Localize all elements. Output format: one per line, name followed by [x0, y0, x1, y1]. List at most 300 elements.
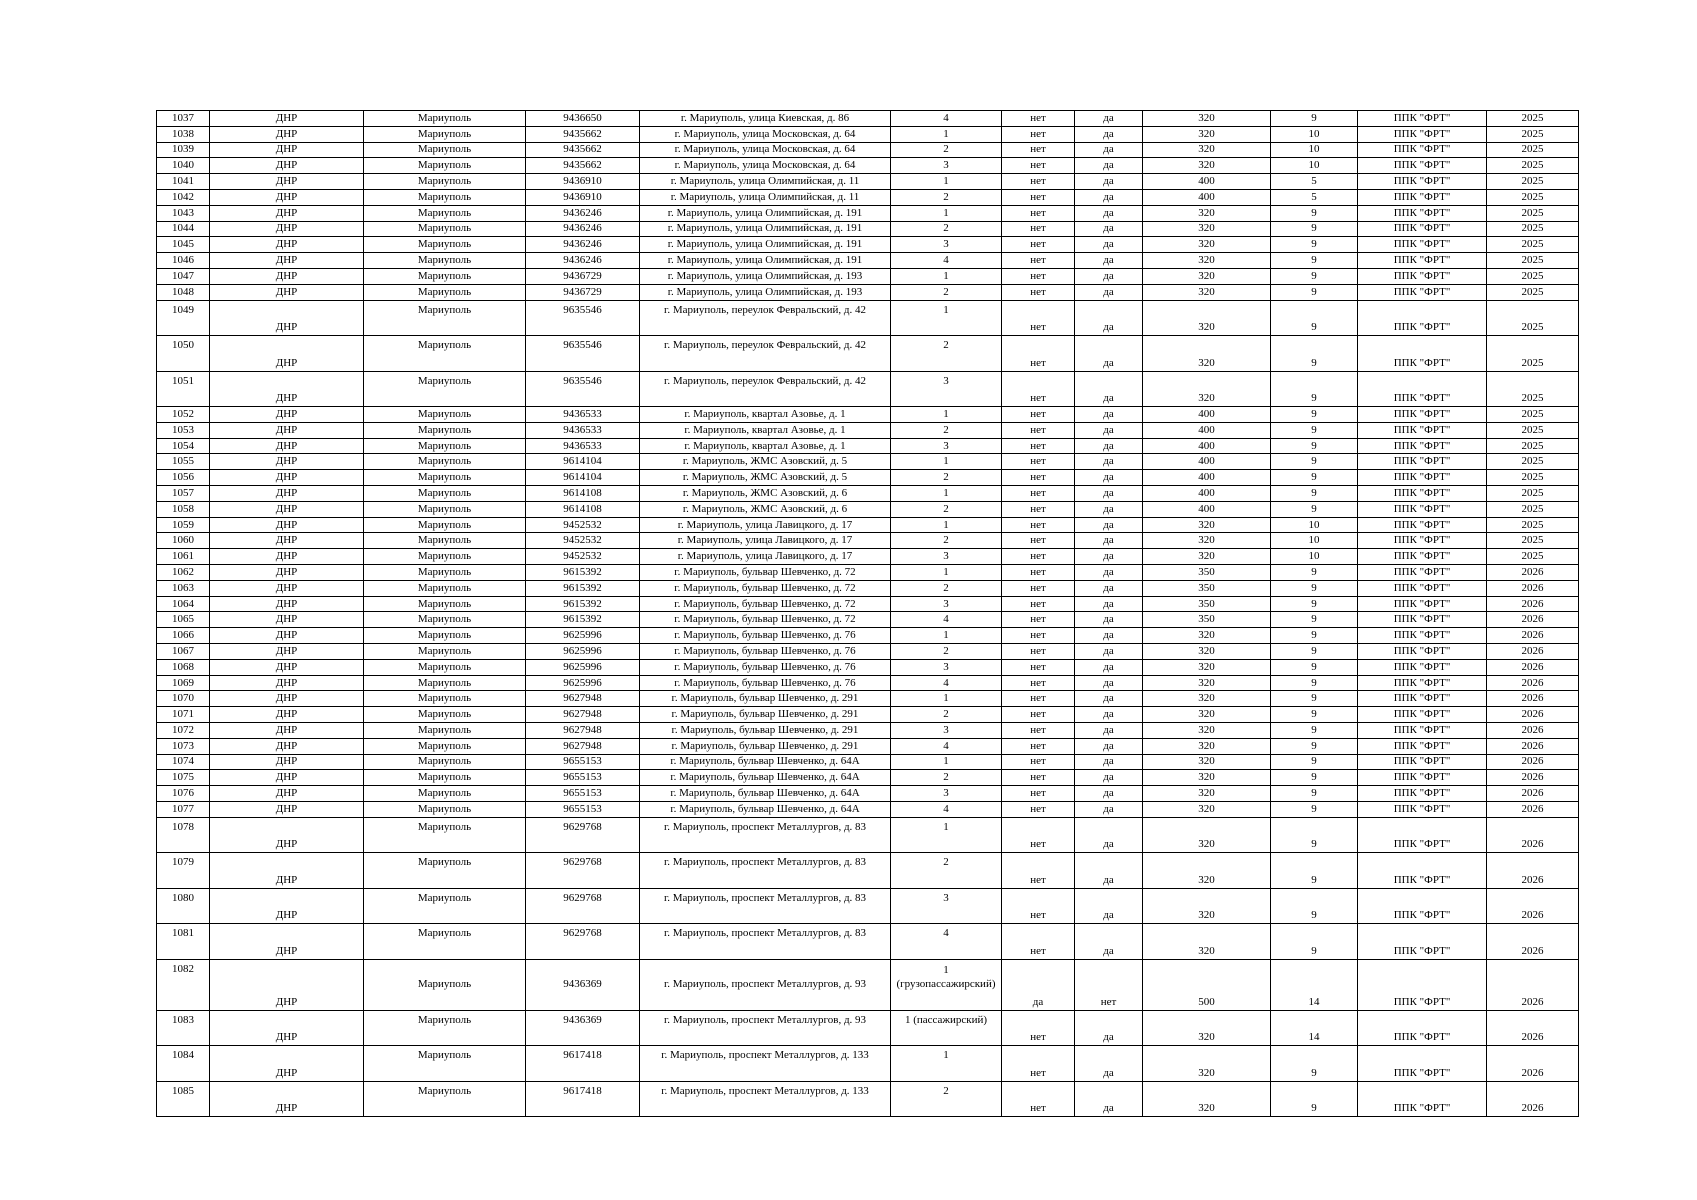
row-number-cell: 1083 [157, 1010, 210, 1046]
flag-2-cell: да [1075, 486, 1143, 502]
organization-cell: ППК "ФРТ" [1358, 738, 1487, 754]
elevator-cell: 3 [891, 786, 1002, 802]
year-cell: 2026 [1487, 565, 1579, 581]
row-number-cell: 1061 [157, 549, 210, 565]
floors-cell: 9 [1271, 853, 1358, 889]
building-code-cell: 9629768 [526, 817, 640, 853]
year-cell: 2025 [1487, 501, 1579, 517]
elevator-cell: 3 [891, 237, 1002, 253]
building-code-cell: 9655153 [526, 786, 640, 802]
address-cell: г. Мариуполь, бульвар Шевченко, д. 291 [640, 723, 891, 739]
address-cell: г. Мариуполь, бульвар Шевченко, д. 291 [640, 738, 891, 754]
flag-2-cell: да [1075, 501, 1143, 517]
table-row [157, 284, 1579, 300]
flag-2-cell: да [1075, 628, 1143, 644]
organization-cell: ППК "ФРТ" [1358, 659, 1487, 675]
building-code-cell: 9627948 [526, 691, 640, 707]
flag-1-cell: нет [1002, 675, 1075, 691]
region-cell: ДНР [210, 691, 364, 707]
capacity-cell: 320 [1143, 371, 1271, 407]
organization-cell: ППК "ФРТ" [1358, 501, 1487, 517]
address-cell: г. Мариуполь, переулок Февральский, д. 42 [640, 371, 891, 407]
row-number-cell: 1079 [157, 853, 210, 889]
building-code-cell: 9436246 [526, 237, 640, 253]
row-number-cell: 1078 [157, 817, 210, 853]
building-code-cell: 9436729 [526, 284, 640, 300]
elevator-cell: 4 [891, 675, 1002, 691]
building-code-cell: 9625996 [526, 659, 640, 675]
row-number-cell: 1045 [157, 237, 210, 253]
flag-2-cell: да [1075, 300, 1143, 336]
table-row [157, 438, 1579, 454]
flag-1-cell: нет [1002, 533, 1075, 549]
organization-cell: ППК "ФРТ" [1358, 221, 1487, 237]
capacity-cell: 320 [1143, 675, 1271, 691]
building-code-cell: 9625996 [526, 644, 640, 660]
region-cell: ДНР [210, 371, 364, 407]
capacity-cell: 320 [1143, 801, 1271, 817]
capacity-cell: 320 [1143, 284, 1271, 300]
year-cell: 2025 [1487, 111, 1579, 127]
row-number-cell: 1074 [157, 754, 210, 770]
building-code-cell: 9436246 [526, 205, 640, 221]
flag-1-cell: нет [1002, 853, 1075, 889]
address-cell: г. Мариуполь, квартал Азовье, д. 1 [640, 407, 891, 423]
organization-cell: ППК "ФРТ" [1358, 205, 1487, 221]
table-row [157, 300, 1579, 336]
organization-cell: ППК "ФРТ" [1358, 533, 1487, 549]
address-cell: г. Мариуполь, бульвар Шевченко, д. 76 [640, 659, 891, 675]
region-cell: ДНР [210, 300, 364, 336]
capacity-cell: 320 [1143, 659, 1271, 675]
table-row [157, 371, 1579, 407]
flag-1-cell: нет [1002, 422, 1075, 438]
flag-1-cell: нет [1002, 111, 1075, 127]
elevator-cell: 1 [891, 126, 1002, 142]
flag-1-cell: нет [1002, 659, 1075, 675]
address-cell: г. Мариуполь, бульвар Шевченко, д. 76 [640, 628, 891, 644]
address-cell: г. Мариуполь, улица Олимпийская, д. 191 [640, 221, 891, 237]
organization-cell: ППК "ФРТ" [1358, 770, 1487, 786]
floors-cell: 9 [1271, 707, 1358, 723]
elevator-cell: 1 (грузопассажирский) [891, 959, 1002, 1010]
region-cell: ДНР [210, 174, 364, 190]
row-number-cell: 1085 [157, 1081, 210, 1117]
flag-2-cell: да [1075, 659, 1143, 675]
flag-1-cell: нет [1002, 691, 1075, 707]
address-cell: г. Мариуполь, бульвар Шевченко, д. 64А [640, 786, 891, 802]
row-number-cell: 1070 [157, 691, 210, 707]
floors-cell: 9 [1271, 888, 1358, 924]
elevator-cell: 1 [891, 691, 1002, 707]
year-cell: 2025 [1487, 284, 1579, 300]
flag-2-cell: да [1075, 517, 1143, 533]
address-cell: г. Мариуполь, ЖМС Азовский, д. 5 [640, 454, 891, 470]
table-row [157, 189, 1579, 205]
region-cell: ДНР [210, 565, 364, 581]
year-cell: 2025 [1487, 268, 1579, 284]
building-code-cell: 9436369 [526, 959, 640, 1010]
building-code-cell: 9635546 [526, 336, 640, 372]
building-code-cell: 9655153 [526, 770, 640, 786]
flag-2-cell: да [1075, 580, 1143, 596]
address-cell: г. Мариуполь, бульвар Шевченко, д. 72 [640, 612, 891, 628]
capacity-cell: 320 [1143, 738, 1271, 754]
city-cell: Мариуполь [364, 770, 526, 786]
building-code-cell: 9614108 [526, 501, 640, 517]
flag-2-cell: да [1075, 924, 1143, 960]
capacity-cell: 400 [1143, 174, 1271, 190]
capacity-cell: 320 [1143, 1010, 1271, 1046]
floors-cell: 9 [1271, 486, 1358, 502]
flag-2-cell: да [1075, 221, 1143, 237]
city-cell: Мариуполь [364, 628, 526, 644]
city-cell: Мариуполь [364, 486, 526, 502]
region-cell: ДНР [210, 284, 364, 300]
capacity-cell: 320 [1143, 300, 1271, 336]
capacity-cell: 320 [1143, 754, 1271, 770]
flag-2-cell: да [1075, 174, 1143, 190]
city-cell: Мариуполь [364, 707, 526, 723]
floors-cell: 9 [1271, 754, 1358, 770]
city-cell: Мариуполь [364, 738, 526, 754]
year-cell: 2025 [1487, 486, 1579, 502]
table-row [157, 470, 1579, 486]
address-cell: г. Мариуполь, улица Олимпийская, д. 193 [640, 268, 891, 284]
table-row [157, 1010, 1579, 1046]
floors-cell: 9 [1271, 644, 1358, 660]
address-cell: г. Мариуполь, бульвар Шевченко, д. 72 [640, 580, 891, 596]
flag-1-cell: нет [1002, 205, 1075, 221]
capacity-cell: 400 [1143, 189, 1271, 205]
city-cell: Мариуполь [364, 565, 526, 581]
region-cell: ДНР [210, 501, 364, 517]
city-cell: Мариуполь [364, 1081, 526, 1117]
flag-1-cell: нет [1002, 517, 1075, 533]
table-row [157, 853, 1579, 889]
row-number-cell: 1073 [157, 738, 210, 754]
flag-1-cell: нет [1002, 801, 1075, 817]
elevator-cell: 2 [891, 853, 1002, 889]
address-cell: г. Мариуполь, бульвар Шевченко, д. 72 [640, 565, 891, 581]
city-cell: Мариуполь [364, 596, 526, 612]
row-number-cell: 1068 [157, 659, 210, 675]
flag-2-cell: да [1075, 770, 1143, 786]
capacity-cell: 400 [1143, 501, 1271, 517]
flag-2-cell: да [1075, 596, 1143, 612]
capacity-cell: 320 [1143, 644, 1271, 660]
elevator-cell: 2 [891, 142, 1002, 158]
floors-cell: 10 [1271, 549, 1358, 565]
flag-2-cell: да [1075, 470, 1143, 486]
year-cell: 2025 [1487, 158, 1579, 174]
capacity-cell: 350 [1143, 580, 1271, 596]
address-cell: г. Мариуполь, бульвар Шевченко, д. 64А [640, 770, 891, 786]
city-cell: Мариуполь [364, 659, 526, 675]
city-cell: Мариуполь [364, 612, 526, 628]
table-row [157, 205, 1579, 221]
flag-1-cell: нет [1002, 501, 1075, 517]
address-cell: г. Мариуполь, улица Московская, д. 64 [640, 158, 891, 174]
year-cell: 2025 [1487, 438, 1579, 454]
floors-cell: 9 [1271, 300, 1358, 336]
elevator-cell: 2 [891, 533, 1002, 549]
region-cell: ДНР [210, 549, 364, 565]
city-cell: Мариуполь [364, 580, 526, 596]
elevator-cell: 2 [891, 422, 1002, 438]
table-row [157, 786, 1579, 802]
floors-cell: 9 [1271, 596, 1358, 612]
capacity-cell: 350 [1143, 565, 1271, 581]
region-cell: ДНР [210, 438, 364, 454]
city-cell: Мариуполь [364, 158, 526, 174]
elevator-cell: 1 [891, 486, 1002, 502]
year-cell: 2026 [1487, 707, 1579, 723]
row-number-cell: 1072 [157, 723, 210, 739]
flag-1-cell: нет [1002, 1046, 1075, 1082]
organization-cell: ППК "ФРТ" [1358, 707, 1487, 723]
organization-cell: ППК "ФРТ" [1358, 786, 1487, 802]
building-code-cell: 9436369 [526, 1010, 640, 1046]
city-cell: Мариуполь [364, 1046, 526, 1082]
region-cell: ДНР [210, 205, 364, 221]
table-row [157, 770, 1579, 786]
table-row [157, 612, 1579, 628]
building-code-cell: 9629768 [526, 924, 640, 960]
flag-1-cell: нет [1002, 628, 1075, 644]
address-cell: г. Мариуполь, бульвар Шевченко, д. 64А [640, 801, 891, 817]
floors-cell: 9 [1271, 284, 1358, 300]
address-cell: г. Мариуполь, переулок Февральский, д. 42 [640, 300, 891, 336]
building-code-cell: 9436533 [526, 407, 640, 423]
flag-2-cell: да [1075, 336, 1143, 372]
row-number-cell: 1080 [157, 888, 210, 924]
city-cell: Мариуполь [364, 237, 526, 253]
flag-2-cell: да [1075, 422, 1143, 438]
flag-1-cell: нет [1002, 924, 1075, 960]
row-number-cell: 1082 [157, 959, 210, 1010]
flag-2-cell: да [1075, 1081, 1143, 1117]
region-cell: ДНР [210, 959, 364, 1010]
flag-1-cell: нет [1002, 549, 1075, 565]
elevator-cell: 3 [891, 659, 1002, 675]
row-number-cell: 1062 [157, 565, 210, 581]
building-code-cell: 9614104 [526, 454, 640, 470]
year-cell: 2025 [1487, 336, 1579, 372]
region-cell: ДНР [210, 221, 364, 237]
city-cell: Мариуполь [364, 221, 526, 237]
organization-cell: ППК "ФРТ" [1358, 549, 1487, 565]
elevator-cell: 1 [891, 454, 1002, 470]
row-number-cell: 1066 [157, 628, 210, 644]
elevator-cell: 4 [891, 253, 1002, 269]
table-row [157, 501, 1579, 517]
floors-cell: 9 [1271, 454, 1358, 470]
flag-2-cell: да [1075, 723, 1143, 739]
row-number-cell: 1065 [157, 612, 210, 628]
building-code-cell: 9435662 [526, 142, 640, 158]
elevator-cell: 4 [891, 111, 1002, 127]
row-number-cell: 1052 [157, 407, 210, 423]
capacity-cell: 320 [1143, 628, 1271, 644]
year-cell: 2025 [1487, 533, 1579, 549]
building-code-cell: 9615392 [526, 580, 640, 596]
elevator-cell: 2 [891, 284, 1002, 300]
row-number-cell: 1050 [157, 336, 210, 372]
organization-cell: ППК "ФРТ" [1358, 284, 1487, 300]
flag-2-cell: да [1075, 158, 1143, 174]
table-row [157, 336, 1579, 372]
floors-cell: 9 [1271, 659, 1358, 675]
organization-cell: ППК "ФРТ" [1358, 174, 1487, 190]
city-cell: Мариуполь [364, 142, 526, 158]
region-cell: ДНР [210, 111, 364, 127]
organization-cell: ППК "ФРТ" [1358, 644, 1487, 660]
year-cell: 2025 [1487, 142, 1579, 158]
year-cell: 2025 [1487, 422, 1579, 438]
flag-2-cell: да [1075, 111, 1143, 127]
year-cell: 2025 [1487, 517, 1579, 533]
city-cell: Мариуполь [364, 336, 526, 372]
city-cell: Мариуполь [364, 817, 526, 853]
row-number-cell: 1064 [157, 596, 210, 612]
elevator-register-table [156, 110, 1579, 1117]
building-code-cell: 9436246 [526, 221, 640, 237]
flag-2-cell: да [1075, 1046, 1143, 1082]
capacity-cell: 320 [1143, 707, 1271, 723]
capacity-cell: 320 [1143, 142, 1271, 158]
capacity-cell: 320 [1143, 126, 1271, 142]
region-cell: ДНР [210, 422, 364, 438]
flag-2-cell: да [1075, 565, 1143, 581]
region-cell: ДНР [210, 158, 364, 174]
flag-1-cell: нет [1002, 253, 1075, 269]
address-cell: г. Мариуполь, ЖМС Азовский, д. 6 [640, 486, 891, 502]
year-cell: 2026 [1487, 770, 1579, 786]
organization-cell: ППК "ФРТ" [1358, 888, 1487, 924]
city-cell: Мариуполь [364, 959, 526, 1010]
flag-2-cell: да [1075, 533, 1143, 549]
floors-cell: 9 [1271, 786, 1358, 802]
address-cell: г. Мариуполь, бульвар Шевченко, д. 76 [640, 675, 891, 691]
table-row [157, 533, 1579, 549]
building-code-cell: 9615392 [526, 612, 640, 628]
building-code-cell: 9617418 [526, 1081, 640, 1117]
year-cell: 2026 [1487, 786, 1579, 802]
region-cell: ДНР [210, 517, 364, 533]
floors-cell: 9 [1271, 205, 1358, 221]
building-code-cell: 9452532 [526, 533, 640, 549]
capacity-cell: 350 [1143, 612, 1271, 628]
building-code-cell: 9625996 [526, 628, 640, 644]
flag-2-cell: да [1075, 1010, 1143, 1046]
table-row [157, 801, 1579, 817]
address-cell: г. Мариуполь, ЖМС Азовский, д. 6 [640, 501, 891, 517]
flag-2-cell: да [1075, 268, 1143, 284]
floors-cell: 9 [1271, 580, 1358, 596]
region-cell: ДНР [210, 268, 364, 284]
organization-cell: ППК "ФРТ" [1358, 723, 1487, 739]
region-cell: ДНР [210, 1010, 364, 1046]
organization-cell: ППК "ФРТ" [1358, 853, 1487, 889]
flag-2-cell: да [1075, 126, 1143, 142]
year-cell: 2026 [1487, 801, 1579, 817]
organization-cell: ППК "ФРТ" [1358, 691, 1487, 707]
organization-cell: ППК "ФРТ" [1358, 580, 1487, 596]
table-row [157, 126, 1579, 142]
flag-1-cell: нет [1002, 565, 1075, 581]
address-cell: г. Мариуполь, улица Лавицкого, д. 17 [640, 533, 891, 549]
table-row [157, 723, 1579, 739]
floors-cell: 9 [1271, 924, 1358, 960]
floors-cell: 9 [1271, 723, 1358, 739]
building-code-cell: 9436650 [526, 111, 640, 127]
year-cell: 2026 [1487, 754, 1579, 770]
table-row [157, 142, 1579, 158]
region-cell: ДНР [210, 454, 364, 470]
flag-1-cell: нет [1002, 644, 1075, 660]
city-cell: Мариуполь [364, 205, 526, 221]
flag-1-cell: нет [1002, 786, 1075, 802]
flag-2-cell: да [1075, 817, 1143, 853]
organization-cell: ППК "ФРТ" [1358, 237, 1487, 253]
table-row [157, 644, 1579, 660]
elevator-cell: 2 [891, 1081, 1002, 1117]
flag-2-cell: да [1075, 371, 1143, 407]
city-cell: Мариуполь [364, 284, 526, 300]
flag-1-cell: нет [1002, 407, 1075, 423]
organization-cell: ППК "ФРТ" [1358, 371, 1487, 407]
flag-2-cell: да [1075, 691, 1143, 707]
flag-2-cell: да [1075, 801, 1143, 817]
city-cell: Мариуполь [364, 438, 526, 454]
organization-cell: ППК "ФРТ" [1358, 158, 1487, 174]
region-cell: ДНР [210, 707, 364, 723]
region-cell: ДНР [210, 924, 364, 960]
floors-cell: 9 [1271, 738, 1358, 754]
floors-cell: 9 [1271, 612, 1358, 628]
floors-cell: 9 [1271, 770, 1358, 786]
year-cell: 2026 [1487, 644, 1579, 660]
row-number-cell: 1069 [157, 675, 210, 691]
table-row [157, 454, 1579, 470]
address-cell: г. Мариуполь, ЖМС Азовский, д. 5 [640, 470, 891, 486]
city-cell: Мариуполь [364, 723, 526, 739]
floors-cell: 9 [1271, 470, 1358, 486]
city-cell: Мариуполь [364, 517, 526, 533]
table-row [157, 924, 1579, 960]
building-code-cell: 9627948 [526, 723, 640, 739]
flag-1-cell: нет [1002, 817, 1075, 853]
row-number-cell: 1049 [157, 300, 210, 336]
organization-cell: ППК "ФРТ" [1358, 470, 1487, 486]
year-cell: 2026 [1487, 738, 1579, 754]
address-cell: г. Мариуполь, улица Московская, д. 64 [640, 142, 891, 158]
elevator-cell: 4 [891, 801, 1002, 817]
elevator-cell: 2 [891, 770, 1002, 786]
elevator-cell: 3 [891, 888, 1002, 924]
region-cell: ДНР [210, 801, 364, 817]
row-number-cell: 1055 [157, 454, 210, 470]
region-cell: ДНР [210, 659, 364, 675]
row-number-cell: 1057 [157, 486, 210, 502]
region-cell: ДНР [210, 817, 364, 853]
flag-2-cell: да [1075, 754, 1143, 770]
building-code-cell: 9627948 [526, 738, 640, 754]
elevator-cell: 2 [891, 707, 1002, 723]
region-cell: ДНР [210, 628, 364, 644]
flag-1-cell: нет [1002, 707, 1075, 723]
